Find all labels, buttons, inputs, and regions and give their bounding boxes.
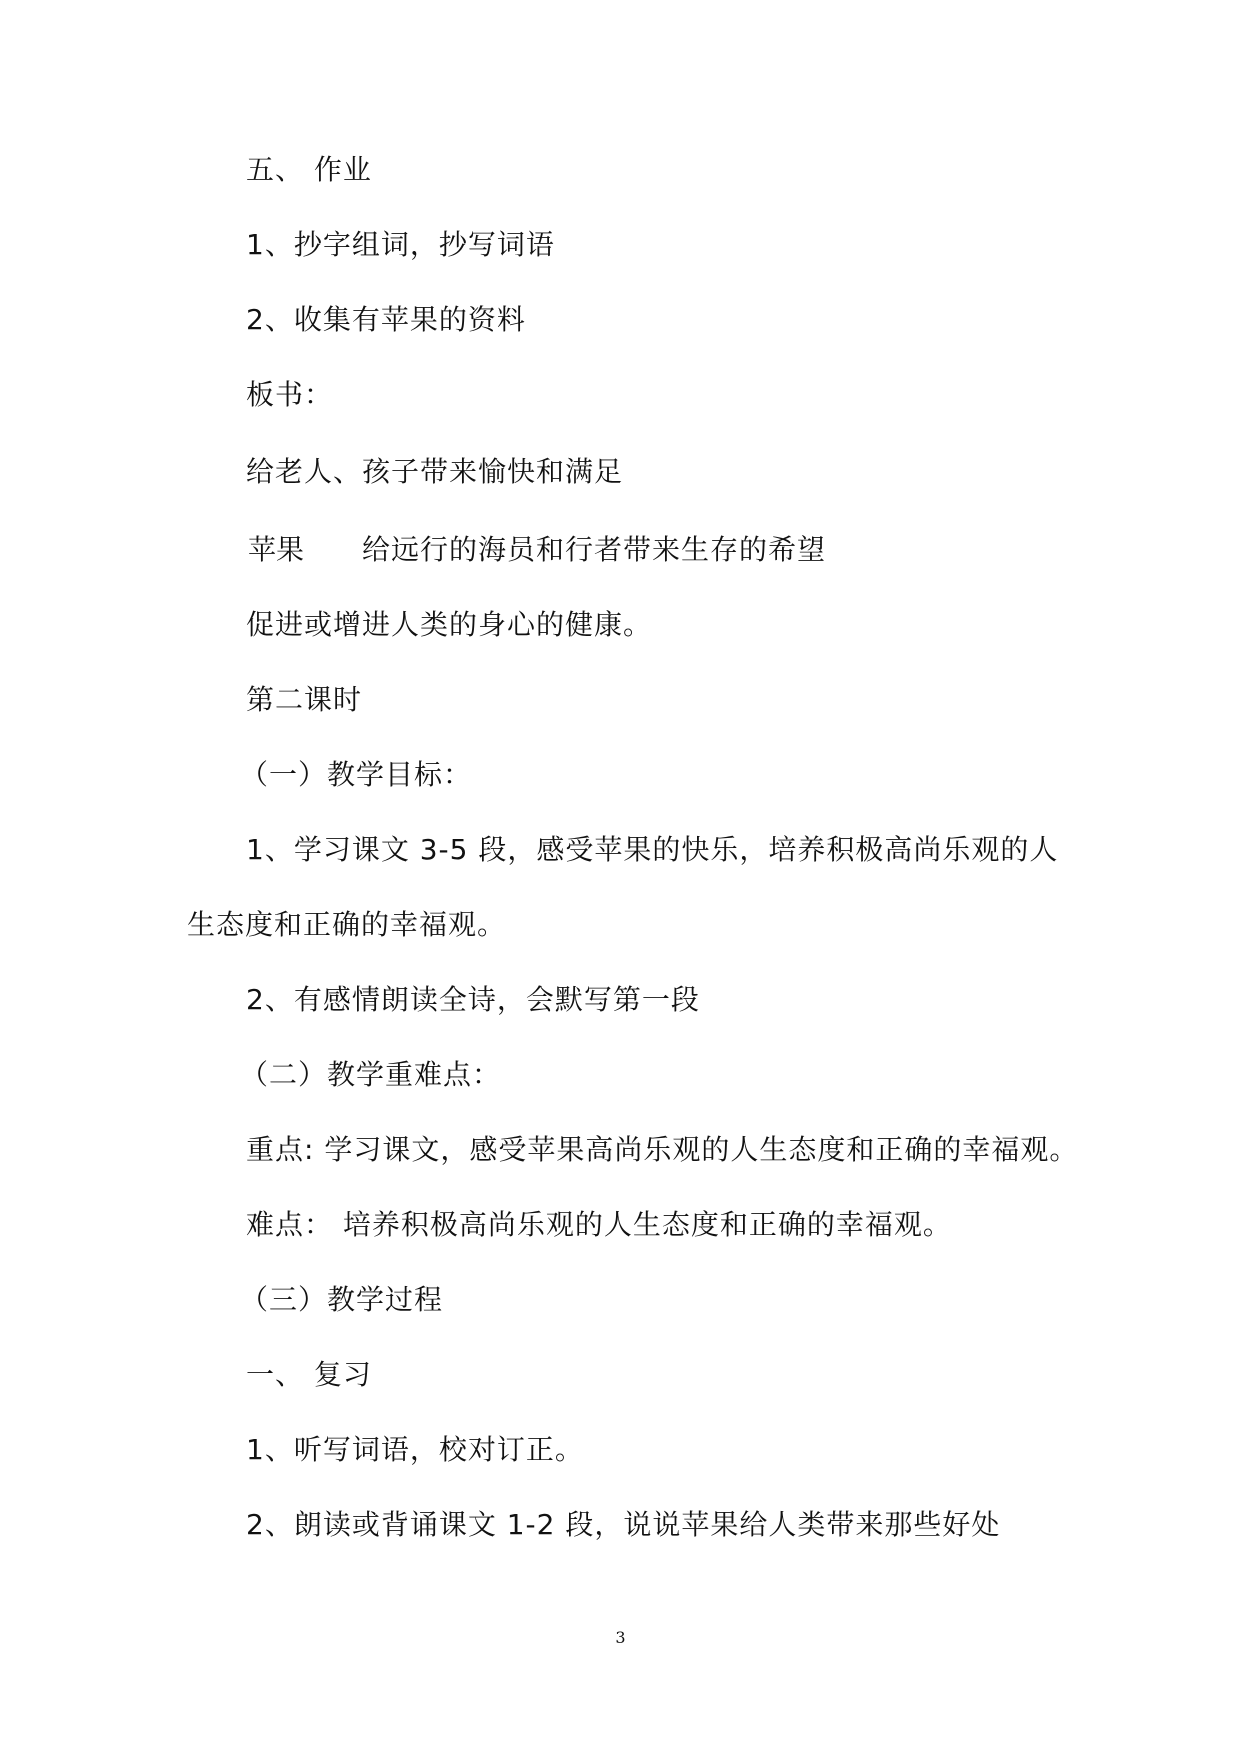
board-writing-label: 板书： [246,378,334,411]
review-item-2: 2、朗读或背诵课文 1-2 段，说说苹果给人类带来那些好处 [246,1508,1001,1541]
review-heading: 一、 复习 [246,1358,372,1391]
teaching-goals-heading: （一）教学目标： [240,758,473,791]
section-heading-homework: 五、 作业 [246,153,372,186]
review-item-1: 1、听写词语，校对订正。 [246,1433,584,1466]
board-apple-label: 苹果 [248,533,305,566]
key-points-heading: （二）教学重难点： [240,1058,502,1091]
goal-item-1-continued: 生态度和正确的幸福观。 [187,908,507,941]
lesson-two-heading: 第二课时 [246,683,363,716]
goal-item-1: 1、学习课文 3-5 段，感受苹果的快乐，培养积极高尚乐观的人 [246,833,1059,866]
homework-item-1: 1、抄字组词，抄写词语 [246,228,555,261]
board-line-1: 给老人、孩子带来愉快和满足 [246,455,624,488]
page-number: 3 [615,1628,626,1647]
teaching-process-heading: （三）教学过程 [240,1283,444,1316]
difficult-point: 难点： 培养积极高尚乐观的人生态度和正确的幸福观。 [246,1208,952,1241]
board-line-2: 给远行的海员和行者带来生存的希望 [362,533,827,566]
goal-item-2: 2、有感情朗读全诗，会默写第一段 [246,983,700,1016]
key-point: 重点: 学习课文，感受苹果高尚乐观的人生态度和正确的幸福观。 [246,1133,1079,1166]
homework-item-2: 2、收集有苹果的资料 [246,303,526,336]
board-line-3: 促进或增进人类的身心的健康。 [246,608,653,641]
